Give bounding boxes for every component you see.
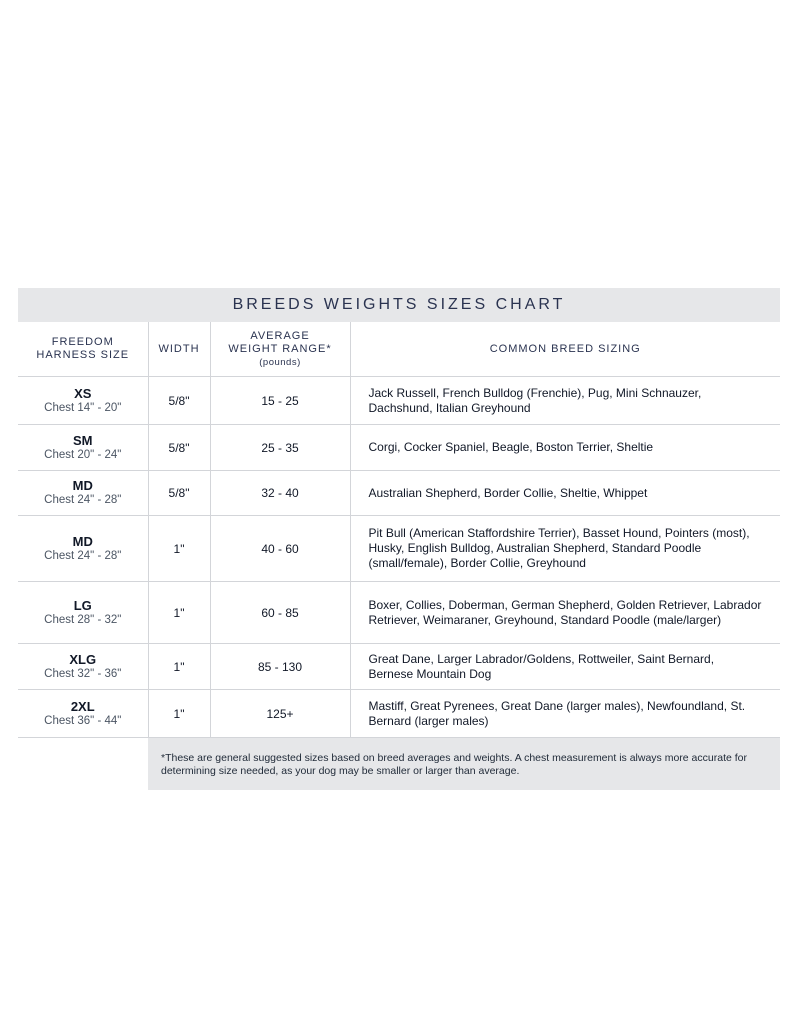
width-cell: 1" <box>148 582 210 644</box>
table-row <box>18 516 780 582</box>
breeds-cell: Mastiff, Great Pyrenees, Great Dane (larger males), Newfoundland, St. Bernard (larger males) <box>350 690 780 738</box>
size-chart <box>18 288 780 790</box>
table-row <box>18 425 780 471</box>
size-cell: SM Chest 20" - 24" <box>18 425 148 471</box>
breeds-cell: Boxer, Collies, Doberman, German Shepherd, Golden Retriever, Labrador Retriever, Weimaraner, Greyhound, Standard Poodle (male/larger) <box>350 582 780 644</box>
width-cell: 1" <box>148 516 210 582</box>
breeds-cell: Jack Russell, French Bulldog (Frenchie), Pug, Mini Schnauzer, Dachshund, Italian Greyhound <box>350 377 780 425</box>
table-row <box>18 377 780 425</box>
weight-cell: 125+ <box>210 690 350 738</box>
size-cell: MD Chest 24" - 28" <box>18 471 148 516</box>
width-cell: 5/8" <box>148 425 210 471</box>
weight-cell: 25 - 35 <box>210 425 350 471</box>
size-cell: XLG Chest 32" - 36" <box>18 644 148 690</box>
header-size: FREEDOM HARNESS SIZE <box>18 322 148 377</box>
size-cell: LG Chest 28" - 32" <box>18 582 148 644</box>
weight-cell: 15 - 25 <box>210 377 350 425</box>
header-weight: AVERAGE WEIGHT RANGE* (pounds) <box>210 322 350 377</box>
table-row <box>18 582 780 644</box>
table-row <box>18 644 780 690</box>
header-row <box>18 322 780 377</box>
size-table <box>18 322 780 790</box>
size-cell: MD Chest 24" - 28" <box>18 516 148 582</box>
header-breeds: COMMON BREED SIZING <box>350 322 780 377</box>
footnote-row <box>18 738 780 791</box>
header-width: WIDTH <box>148 322 210 377</box>
table-row <box>18 690 780 738</box>
breeds-cell: Pit Bull (American Staffordshire Terrier), Basset Hound, Pointers (most), Husky, English Bulldog, Australian Shepherd, Standard Poodle (small/female), Border Collie, Greyhound <box>350 516 780 582</box>
weight-cell: 60 - 85 <box>210 582 350 644</box>
weight-cell: 85 - 130 <box>210 644 350 690</box>
table-row <box>18 471 780 516</box>
size-cell: XS Chest 14" - 20" <box>18 377 148 425</box>
size-cell: 2XL Chest 36" - 44" <box>18 690 148 738</box>
weight-cell: 40 - 60 <box>210 516 350 582</box>
breeds-cell: Great Dane, Larger Labrador/Goldens, Rottweiler, Saint Bernard, Bernese Mountain Dog <box>350 644 780 690</box>
footnote: *These are general suggested sizes based on breed averages and weights. A chest measurement is always more accurate for determining size needed, as your dog may be smaller or larger than average. <box>148 738 780 790</box>
width-cell: 1" <box>148 644 210 690</box>
breeds-cell: Australian Shepherd, Border Collie, Sheltie, Whippet <box>350 471 780 516</box>
chart-title: BREEDS WEIGHTS SIZES CHART <box>18 288 780 322</box>
width-cell: 1" <box>148 690 210 738</box>
width-cell: 5/8" <box>148 471 210 516</box>
width-cell: 5/8" <box>148 377 210 425</box>
weight-cell: 32 - 40 <box>210 471 350 516</box>
breeds-cell: Corgi, Cocker Spaniel, Beagle, Boston Terrier, Sheltie <box>350 425 780 471</box>
